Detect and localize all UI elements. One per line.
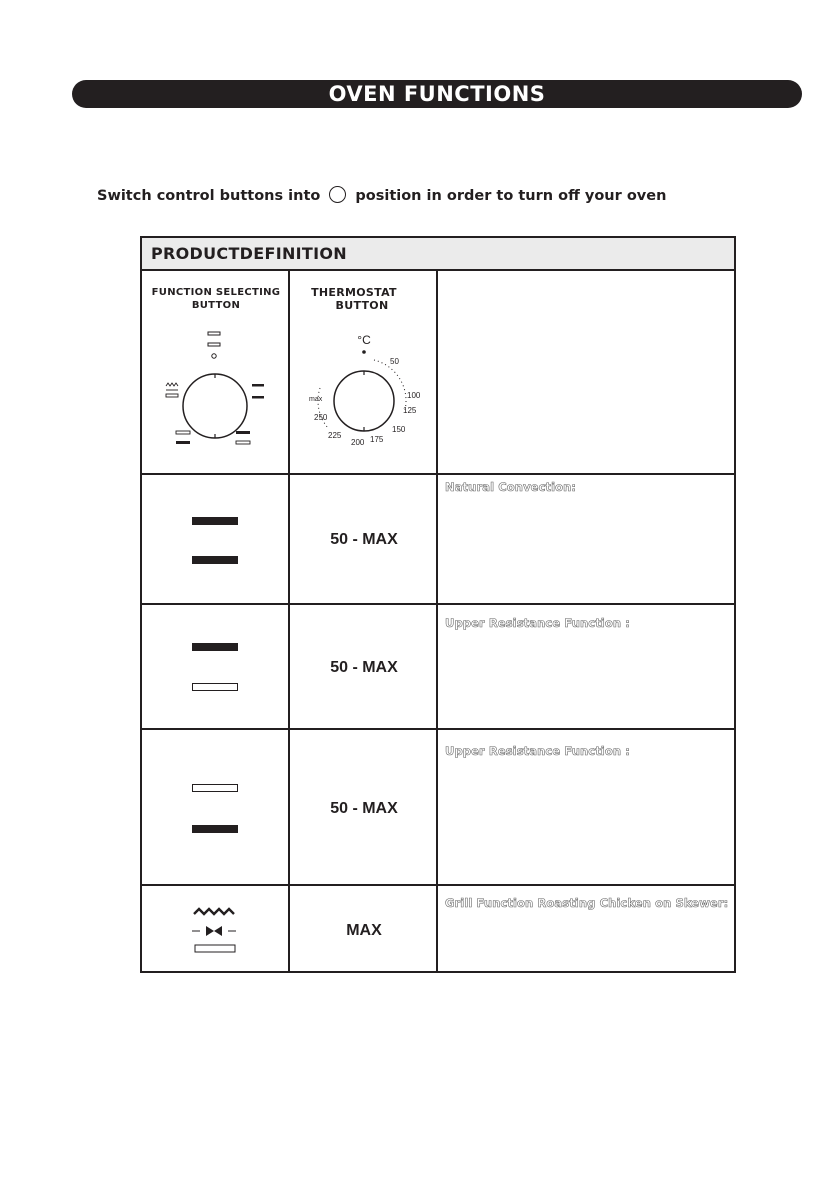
temperature-range: MAX bbox=[346, 922, 382, 939]
scale-label-200: 200 bbox=[351, 438, 365, 447]
product-definition-table bbox=[140, 236, 736, 973]
upper-heating-element-icon bbox=[192, 643, 238, 651]
intro-text-before: Switch control buttons into bbox=[97, 188, 321, 204]
circle-icon bbox=[329, 186, 346, 203]
temperature-range: 50 - MAX bbox=[330, 800, 398, 817]
thermostat-knob-icon bbox=[290, 328, 438, 458]
function-description: Upper Resistance Function : bbox=[445, 744, 630, 758]
row-divider bbox=[142, 728, 734, 730]
scale-label-50: 50 bbox=[390, 357, 399, 366]
function-selector-knob-icon bbox=[158, 326, 272, 458]
lower-heating-element-icon bbox=[192, 556, 238, 564]
page-title: OVEN FUNCTIONS bbox=[328, 82, 546, 106]
row-divider bbox=[142, 603, 734, 605]
row-divider bbox=[142, 884, 734, 886]
scale-label-250: 250 bbox=[314, 413, 328, 422]
scale-label-225: 225 bbox=[328, 431, 342, 440]
function-description: Upper Resistance Function : bbox=[445, 616, 630, 630]
thermostat-button-title-line2: BUTTON bbox=[335, 299, 389, 312]
upper-heating-element-off-icon bbox=[192, 784, 238, 792]
function-description: Grill Function Roasting Chicken on Skewer: bbox=[445, 896, 729, 910]
grill-rotisserie-icon bbox=[190, 904, 242, 960]
section-banner bbox=[72, 80, 802, 108]
table-header bbox=[142, 238, 734, 271]
table-heading: PRODUCTDEFINITION bbox=[151, 244, 347, 263]
scale-label-175: 175 bbox=[370, 435, 384, 444]
temperature-range: 50 - MAX bbox=[330, 531, 398, 548]
celsius-label: °C bbox=[357, 333, 371, 347]
scale-label-100: 100 bbox=[407, 391, 421, 400]
function-description: Natural Convection: bbox=[445, 480, 577, 494]
upper-heating-element-icon bbox=[192, 517, 238, 525]
lower-heating-element-off-icon bbox=[192, 683, 238, 691]
thermostat-button-title-line1: THERMOSTAT bbox=[311, 286, 397, 299]
intro-text-after: position in order to turn off your oven bbox=[355, 188, 667, 204]
function-button-title-line2: BUTTON bbox=[191, 300, 241, 311]
scale-label-125: 125 bbox=[403, 406, 417, 415]
function-button-title bbox=[142, 286, 290, 312]
temperature-range: 50 - MAX bbox=[330, 659, 398, 676]
function-button-title-line1: FUNCTION SELECTING bbox=[151, 287, 281, 298]
scale-label-max: max bbox=[309, 396, 323, 403]
lower-heating-element-icon bbox=[192, 825, 238, 833]
thermostat-button-title bbox=[290, 286, 438, 312]
row-divider bbox=[142, 473, 734, 475]
scale-label-150: 150 bbox=[392, 425, 406, 434]
intro-instruction bbox=[97, 186, 666, 204]
